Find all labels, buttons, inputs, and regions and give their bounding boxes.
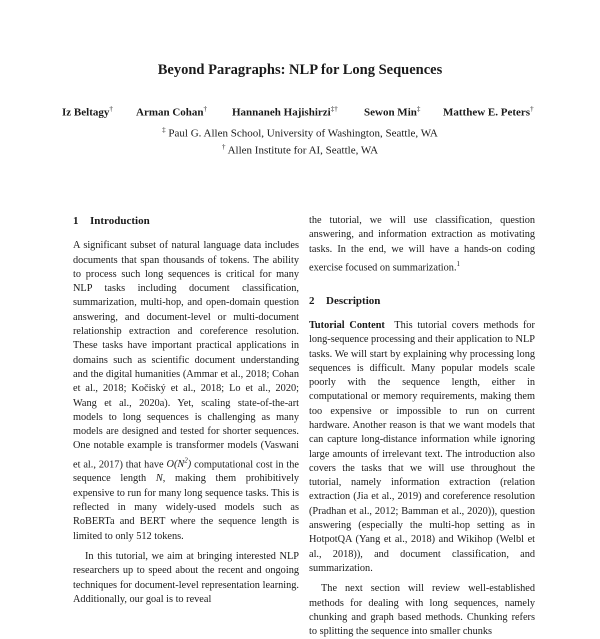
paragraph-text: This tutorial covers methods for long-sequence processing and their application to NLP tasks. We will start by explaining why processing long sequences is difficult. Many popular models scale poorly with the sequence length, either in computational or memory requirements, making them too expensive or impossible to run on current hardware. Another reason is that we want models that can capture long-distance information while ignoring large amounts of irrelevant text. The introduction also covers the tasks that we will use throughout the tutorial, namely information extraction (relation extraction (Jia et al., 2019) and coreference resolution (Pradhan et al., 2012; Bamman et al., 2020)), question answering (especially the multi-hop setting as in HotpotQA (Yang et al., 2018) and Wikihop (Welbl et al., 2018)), and document classification, and summarization. [309,319,535,574]
author-name: Sewon Min [364,106,417,119]
author-name: Iz Beltagy [62,106,110,119]
paper-title: Beyond Paragraphs: NLP for Long Sequences [157,62,443,78]
formula-exponent: 2 [184,456,188,465]
description-paragraph-1 [309,319,535,576]
section-heading-introduction [73,214,299,228]
author-2 [136,105,207,119]
author-name: Matthew E. Peters [443,106,531,119]
variable-n: N [155,473,163,485]
formula-base: O(N [166,459,185,471]
paragraph-text: , making them prohibitively expensive to run for many long sequence tasks. This is reflected in many widely-used models such as RoBERTa and BERT where the sequence length is limited to only 512 tokens. [73,473,300,542]
description-paragraph-2: The next section will review well-established methods for dealing with long sequences, namely chunking and graph based methods. Chunking refers to splitting the sequence into smaller chunks [309,583,535,638]
affiliation-mark: ‡ [162,126,166,134]
author-mark: ‡† [330,105,338,113]
author-5 [443,105,534,119]
intro-continuation [309,214,535,276]
formula-end: ) [187,459,192,471]
section-title: Description [326,294,381,307]
left-column [73,214,299,607]
author-name: Hannaneh Hajishirzi [232,106,331,119]
paragraph-text: computational cost in the sequence length [73,459,300,485]
author-3 [232,105,338,119]
affiliation-1 [0,126,600,140]
author-4 [364,105,420,119]
complexity-formula [166,456,192,471]
affiliation-2 [0,143,600,157]
intro-paragraph-1 [73,239,299,544]
affiliation-text: Paul G. Allen School, University of Washington, Seattle, WA [168,127,438,140]
author-mark: † [109,105,113,113]
author-mark: ‡ [416,105,421,113]
paragraph-text: the tutorial, we will use classification, question answering, and information extraction as motivating tasks. In the end, we will have a hands-on coding exercise focused on summarization. [309,215,535,274]
footnote-marker: 1 [456,259,461,268]
author-mark: † [203,105,208,113]
author-1 [62,105,113,119]
paragraph-text: A significant subset of natural language data includes documents that span thousands of tokens. The ability to process such long sequences is critical for many NLP tasks including document classification, summarization, multi-hop, and open-domain question answering, and document-level or multi-document relationship extraction and coreference resolution. These tasks have important practical applications in domains such as scientific document understanding and the digital humanities (Ammar et al., 2018; Cohan et al., 2018; Kočiský et al., 2018; Lo et al., 2020; Wang et al., 2020a). Yet, scaling state-of-the-art models to long sequences is challenging as many models are designed and tested for shorter sequences. One notable example is transformer models (Vaswani et al., 2017) that have [73,240,299,471]
right-column [309,214,535,639]
author-mark: † [530,105,534,113]
affiliation-text: Allen Institute for AI, Seattle, WA [227,144,379,157]
section-heading-description [309,294,535,308]
runin-heading: Tutorial Content [309,319,385,331]
author-name: Arman Cohan [136,106,204,119]
section-number: 2 [309,294,315,307]
affiliation-mark: † [221,143,226,151]
section-number: 1 [73,215,79,227]
section-title: Introduction [90,215,150,227]
intro-paragraph-2: In this tutorial, we aim at bringing interested NLP researchers up to speed about the recent and ongoing techniques for document-level representation learning. Additionally, our goal is to reveal [73,550,299,605]
